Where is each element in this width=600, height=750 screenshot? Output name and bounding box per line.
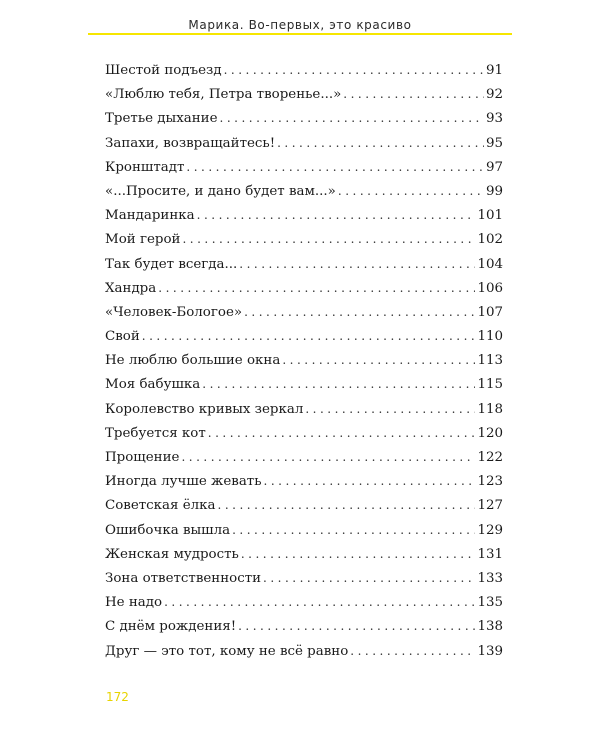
toc-entry-page: 118 [477, 401, 503, 417]
toc-entry-title: Запахи, возвращайтесь! [105, 135, 276, 151]
toc-entry-page: 139 [477, 643, 503, 659]
toc-entry-title: Так будет всегда... [105, 256, 238, 272]
toc-entry-title: Требуется кот [105, 425, 206, 441]
toc-entry-title: Прощение [105, 450, 180, 465]
toc-entry-title: Мой герой [105, 232, 181, 248]
toc-entry-page: 120 [477, 425, 503, 441]
toc-entry-page: 92 [485, 87, 503, 103]
toc-entry-page: 99 [485, 183, 503, 199]
toc-entry[interactable] [105, 353, 503, 377]
toc-leader-dots [282, 353, 475, 367]
toc-entry-page: 101 [477, 208, 503, 224]
toc-entry-title: «...Просите, и дано будет вам...» [105, 183, 336, 199]
toc-entry-title: Советская ёлка [105, 498, 216, 514]
toc-entry[interactable] [105, 281, 503, 305]
toc-entry-page: 91 [485, 63, 503, 78]
toc-entry-page: 95 [485, 135, 503, 151]
running-header [0, 10, 600, 33]
toc-entry-title: Хандра [105, 280, 157, 296]
toc-entry-page: 110 [477, 329, 503, 345]
toc-entry-title: Ошибочка вышла [105, 522, 231, 538]
toc-entry-title: С днём рождения! [105, 619, 237, 635]
toc-entry-page: 133 [477, 570, 503, 586]
toc-leader-dots [218, 498, 476, 512]
toc-entry[interactable] [105, 63, 503, 87]
toc-entry-title: Зона ответственности [105, 570, 262, 586]
toc-leader-dots [338, 184, 484, 198]
toc-entry-page: 106 [477, 280, 503, 296]
toc-entry[interactable] [105, 111, 503, 135]
page-number: 172 [106, 690, 129, 704]
toc-entry-title: Иногда лучше жевать [105, 474, 262, 490]
toc-entry-title: Женская мудрость [105, 546, 239, 562]
toc-entry[interactable] [105, 402, 503, 426]
toc-entry[interactable] [105, 571, 503, 595]
toc-leader-dots [350, 644, 475, 658]
toc-leader-dots [277, 136, 484, 150]
toc-entry[interactable] [105, 305, 503, 329]
toc-leader-dots [164, 595, 475, 609]
toc-entry-title: Королевство кривых зеркал [105, 401, 304, 417]
toc-leader-dots [224, 63, 484, 77]
toc-entry[interactable] [105, 474, 503, 498]
toc-leader-dots [202, 377, 475, 391]
toc-entry-page: 138 [477, 619, 503, 635]
toc-entry-title: Свой [105, 329, 140, 345]
toc-entry-title: Кронштадт [105, 159, 185, 175]
toc-entry-title: Друг — это тот, кому не всё равно [105, 643, 349, 659]
toc-entry-title: Не люблю большие окна [105, 353, 281, 369]
toc-entry-page: 93 [485, 111, 503, 127]
toc-entry[interactable] [105, 377, 503, 401]
toc-entry-title: Не надо [105, 595, 163, 611]
toc-entry-page: 129 [477, 522, 503, 538]
running-title: Марика. Во-первых, это красиво [188, 18, 412, 32]
toc-entry[interactable] [105, 208, 503, 232]
toc-entry-page: 102 [477, 232, 503, 248]
toc-leader-dots [208, 426, 476, 440]
toc-leader-dots [263, 571, 475, 585]
toc-entry-page: 104 [477, 256, 503, 272]
toc-entry-page: 123 [477, 474, 503, 490]
toc-entry-title: «Человек-Бологое» [105, 304, 243, 320]
toc-entry[interactable] [105, 644, 503, 668]
toc-leader-dots [220, 111, 484, 125]
toc-entry-page: 127 [477, 498, 503, 514]
toc-leader-dots [244, 305, 475, 319]
toc-leader-dots [343, 87, 484, 101]
toc-entry-page: 97 [485, 159, 503, 175]
toc-entry-page: 107 [477, 304, 503, 320]
toc-entry[interactable] [105, 184, 503, 208]
toc-entry[interactable] [105, 232, 503, 256]
toc-leader-dots [241, 547, 476, 561]
toc-leader-dots [197, 208, 476, 222]
toc-entry[interactable] [105, 160, 503, 184]
toc-leader-dots [142, 329, 476, 343]
toc-entry-page: 122 [477, 450, 503, 465]
toc-entry[interactable] [105, 450, 503, 474]
toc-leader-dots [238, 619, 475, 633]
toc-entry-title: «Люблю тебя, Петра творенье...» [105, 87, 342, 103]
toc-entry-title: Шестой подъезд [105, 63, 222, 78]
toc-leader-dots [264, 474, 476, 488]
toc-entry[interactable] [105, 426, 503, 450]
toc-entry[interactable] [105, 498, 503, 522]
table-of-contents [105, 63, 503, 668]
toc-leader-dots [181, 450, 475, 464]
toc-entry-page: 113 [477, 353, 503, 369]
toc-leader-dots [305, 402, 475, 416]
toc-entry[interactable] [105, 87, 503, 111]
toc-leader-dots [232, 523, 475, 537]
toc-leader-dots [158, 281, 475, 295]
toc-entry-title: Третье дыхание [105, 111, 218, 127]
toc-entry-title: Моя бабушка [105, 377, 201, 393]
toc-entry-title: Мандаринка [105, 208, 195, 224]
toc-entry[interactable] [105, 257, 503, 281]
toc-entry-page: 131 [477, 546, 503, 562]
header-rule [88, 33, 512, 35]
toc-entry[interactable] [105, 523, 503, 547]
toc-entry-page: 115 [477, 377, 503, 393]
toc-leader-dots [186, 160, 484, 174]
toc-leader-dots [182, 232, 475, 246]
toc-entry[interactable] [105, 595, 503, 619]
toc-entry[interactable] [105, 136, 503, 160]
toc-entry[interactable] [105, 547, 503, 571]
toc-leader-dots [239, 257, 475, 271]
toc-entry-page: 135 [477, 595, 503, 611]
toc-entry[interactable] [105, 329, 503, 353]
toc-entry[interactable] [105, 619, 503, 643]
